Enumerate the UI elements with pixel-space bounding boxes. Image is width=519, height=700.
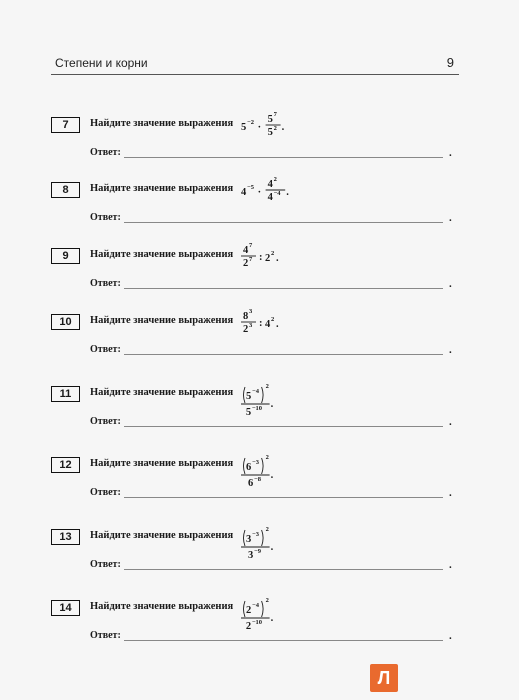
- mul-sign: ·: [257, 187, 262, 198]
- answer-field[interactable]: [124, 157, 443, 158]
- numerator-base: 5: [267, 114, 273, 125]
- task-question: Найдите значение выражения: [90, 118, 234, 129]
- denominator-base: 3: [248, 550, 254, 561]
- expression-svg: [241, 238, 351, 284]
- task-number: 14: [51, 600, 80, 616]
- numerator-exponent: 7: [249, 242, 253, 249]
- divisor-exponent: 2: [271, 316, 275, 323]
- answer-period: .: [449, 212, 452, 224]
- denominator-base: 6: [248, 478, 254, 489]
- task-item: [51, 383, 461, 442]
- task-question: Найдите значение выражения: [90, 315, 234, 326]
- expr-base: 4: [241, 187, 247, 198]
- answer-label: Ответ:: [90, 630, 121, 641]
- inner-base: 5: [246, 391, 252, 402]
- math-expression: [241, 238, 351, 268]
- task-question: Найдите значение выражения: [90, 530, 234, 541]
- expr-exponent: −5: [247, 184, 254, 191]
- task-number: 9: [51, 248, 80, 264]
- outer-exponent: 2: [265, 383, 269, 390]
- close-paren: [262, 530, 264, 546]
- answer-period: .: [449, 559, 452, 571]
- answer-period: .: [449, 487, 452, 499]
- publisher-logo: [370, 664, 398, 692]
- answer-field[interactable]: [124, 354, 443, 355]
- answer-label: Ответ:: [90, 487, 121, 498]
- task-item: [51, 308, 461, 370]
- denominator-base: 2: [245, 621, 252, 632]
- expression-svg: [241, 519, 351, 565]
- expr-period: .: [270, 613, 274, 624]
- answer-label: Ответ:: [90, 147, 121, 158]
- numerator-exponent: 2: [273, 176, 277, 183]
- outer-exponent: 2: [265, 454, 269, 461]
- divisor-exponent: 2: [271, 250, 275, 257]
- expression-svg: [241, 590, 351, 636]
- denominator-exponent: −10: [251, 405, 263, 412]
- expression-svg: [241, 447, 351, 493]
- denominator-base: 2: [243, 324, 249, 335]
- task-question: Найдите значение выражения: [90, 249, 234, 260]
- answer-period: .: [449, 416, 452, 428]
- denominator-exponent: −10: [251, 619, 263, 626]
- section-title: Степени и корни: [55, 56, 148, 70]
- inner-base: 6: [246, 462, 252, 473]
- task-number: 11: [51, 386, 80, 402]
- answer-label: Ответ:: [90, 278, 121, 289]
- expression-svg: [241, 304, 351, 350]
- task-question: Найдите значение выражения: [90, 183, 234, 194]
- expr-period: .: [270, 399, 274, 410]
- task-item: [51, 597, 461, 656]
- denominator-exponent: −4: [273, 190, 281, 197]
- div-sign: :: [259, 318, 263, 329]
- denominator-exponent: 3: [249, 322, 253, 329]
- answer-field[interactable]: [124, 569, 443, 570]
- answer-label: Ответ:: [90, 212, 121, 223]
- open-paren: [244, 530, 246, 546]
- div-sign: :: [259, 252, 263, 263]
- close-paren: [262, 601, 264, 617]
- answer-label: Ответ:: [90, 416, 121, 427]
- header-divider: [51, 74, 459, 75]
- task-question: Найдите значение выражения: [90, 387, 234, 398]
- task-number: 13: [51, 529, 80, 545]
- numerator-base: 4: [267, 179, 273, 190]
- outer-exponent: 2: [265, 526, 269, 533]
- expression-svg: [241, 172, 351, 218]
- answer-period: .: [449, 147, 452, 159]
- inner-exponent: −3: [252, 531, 259, 538]
- answer-field[interactable]: [124, 222, 443, 223]
- divisor-base: 2: [265, 253, 271, 264]
- open-paren: [244, 387, 246, 403]
- inner-base: 2: [246, 605, 252, 616]
- numerator-base: 8: [243, 311, 249, 322]
- inner-exponent: −4: [252, 602, 259, 609]
- expr-period: .: [276, 319, 279, 330]
- math-expression: [241, 172, 351, 202]
- task-question: Найдите значение выражения: [90, 601, 234, 612]
- math-expression: [241, 519, 351, 561]
- task-number: 12: [51, 457, 80, 473]
- task-number: 8: [51, 182, 80, 198]
- expr-period: .: [270, 542, 274, 553]
- denominator-base: 2: [243, 258, 249, 269]
- math-expression: [241, 304, 351, 334]
- numerator-exponent: 3: [249, 308, 253, 315]
- answer-label: Ответ:: [90, 559, 121, 570]
- inner-exponent: −3: [252, 459, 259, 466]
- inner-base: 3: [246, 534, 252, 545]
- math-expression: [241, 107, 351, 137]
- denominator-exponent: 2: [273, 125, 277, 132]
- task-number: 10: [51, 314, 80, 330]
- denominator-exponent: −8: [254, 476, 261, 483]
- denominator-base: 5: [267, 127, 273, 138]
- task-item: [51, 454, 461, 513]
- outer-exponent: 2: [265, 597, 269, 604]
- task-question: Найдите значение выражения: [90, 458, 234, 469]
- expr-period: .: [270, 470, 274, 481]
- task-item: [51, 111, 461, 173]
- math-expression: [241, 447, 351, 489]
- math-expression: [241, 590, 351, 632]
- answer-field[interactable]: [124, 288, 443, 289]
- close-paren: [262, 458, 264, 474]
- task-item: [51, 242, 461, 304]
- answer-period: .: [449, 278, 452, 290]
- answer-field[interactable]: [124, 497, 443, 498]
- expr-exponent: −2: [247, 119, 254, 126]
- answer-field[interactable]: [124, 640, 443, 641]
- answer-period: .: [449, 344, 452, 356]
- open-paren: [244, 601, 246, 617]
- answer-field[interactable]: [124, 426, 443, 427]
- logo-letter: Л: [377, 668, 391, 688]
- denominator-base: 5: [245, 407, 252, 418]
- denominator-exponent: 7: [249, 256, 253, 263]
- task-item: [51, 176, 461, 238]
- denominator-base: 4: [267, 192, 273, 203]
- task-item: [51, 526, 461, 585]
- expr-period: .: [286, 187, 289, 198]
- math-expression: [241, 376, 351, 418]
- expr-base: 5: [241, 122, 247, 133]
- answer-period: .: [449, 630, 452, 642]
- expression-svg: [241, 376, 351, 422]
- page-number: 9: [446, 55, 454, 70]
- divisor-base: 4: [265, 319, 271, 330]
- inner-exponent: −4: [252, 388, 259, 395]
- numerator-exponent: 7: [273, 111, 277, 118]
- close-paren: [262, 387, 264, 403]
- denominator-exponent: −9: [254, 548, 261, 555]
- open-paren: [244, 458, 246, 474]
- mul-sign: ·: [257, 122, 262, 133]
- answer-label: Ответ:: [90, 344, 121, 355]
- expr-period: .: [276, 253, 279, 264]
- task-number: 7: [51, 117, 80, 133]
- expression-svg: [241, 107, 351, 153]
- expr-period: .: [281, 122, 285, 133]
- numerator-base: 4: [243, 245, 249, 256]
